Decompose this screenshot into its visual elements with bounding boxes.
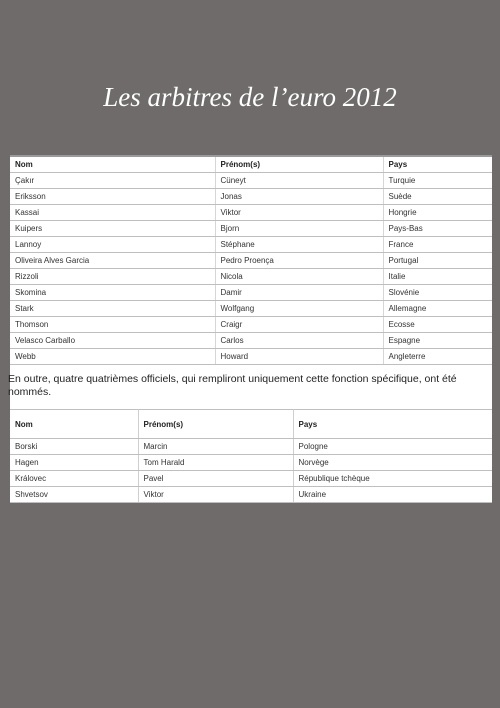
table-row xyxy=(10,285,492,301)
cell-prenom: Viktor xyxy=(215,205,383,221)
table-row xyxy=(10,455,492,471)
cell-nom: Rizzoli xyxy=(10,269,215,285)
cell-nom: Kuipers xyxy=(10,221,215,237)
referees-table xyxy=(10,155,492,365)
cell-pays: Pologne xyxy=(293,439,492,455)
column-header-prenom: Prénom(s) xyxy=(215,156,383,173)
column-header-nom: Nom xyxy=(10,410,138,439)
cell-prenom: Craigr xyxy=(215,317,383,333)
cell-nom: Skomina xyxy=(10,285,215,301)
table-row xyxy=(10,189,492,205)
table-row xyxy=(10,471,492,487)
cell-prenom: Viktor xyxy=(138,487,293,503)
content-panel xyxy=(10,155,492,503)
cell-nom: Thomson xyxy=(10,317,215,333)
fourth-officials-table xyxy=(10,409,492,503)
cell-prenom: Damir xyxy=(215,285,383,301)
table-row xyxy=(10,317,492,333)
cell-prenom: Cüneyt xyxy=(215,173,383,189)
cell-nom: Oliveira Alves Garcia xyxy=(10,253,215,269)
cell-pays: Hongrie xyxy=(383,205,492,221)
cell-prenom: Tom Harald xyxy=(138,455,293,471)
cell-pays: Ukraine xyxy=(293,487,492,503)
table-row xyxy=(10,349,492,365)
table-row xyxy=(10,173,492,189)
cell-prenom: Marcin xyxy=(138,439,293,455)
cell-nom: Hagen xyxy=(10,455,138,471)
cell-pays: Espagne xyxy=(383,333,492,349)
cell-pays: République tchèque xyxy=(293,471,492,487)
cell-pays: Pays-Bas xyxy=(383,221,492,237)
cell-nom: Lannoy xyxy=(10,237,215,253)
cell-prenom: Howard xyxy=(215,349,383,365)
cell-prenom: Wolfgang xyxy=(215,301,383,317)
table-row xyxy=(10,253,492,269)
cell-prenom: Carlos xyxy=(215,333,383,349)
table-row xyxy=(10,439,492,455)
column-header-pays: Pays xyxy=(383,156,492,173)
table-header-row xyxy=(10,410,492,439)
column-header-nom: Nom xyxy=(10,156,215,173)
cell-prenom: Stéphane xyxy=(215,237,383,253)
table-row xyxy=(10,221,492,237)
cell-pays: Suède xyxy=(383,189,492,205)
table-header-row xyxy=(10,156,492,173)
table-row xyxy=(10,487,492,503)
page-title: Les arbitres de l’euro 2012 xyxy=(103,82,397,112)
table-row xyxy=(10,333,492,349)
intro-paragraph: En outre, quatre quatrièmes officiels, qui rempliront uniquement cette fonction spécifique, ont été nommés. xyxy=(8,373,457,398)
cell-pays: Turquie xyxy=(383,173,492,189)
cell-nom: Eriksson xyxy=(10,189,215,205)
cell-prenom: Jonas xyxy=(215,189,383,205)
cell-pays: France xyxy=(383,237,492,253)
column-header-prenom: Prénom(s) xyxy=(138,410,293,439)
table-row xyxy=(10,301,492,317)
cell-pays: Norvège xyxy=(293,455,492,471)
cell-prenom: Pavel xyxy=(138,471,293,487)
cell-pays: Allemagne xyxy=(383,301,492,317)
cell-nom: Çakır xyxy=(10,173,215,189)
cell-prenom: Pedro Proença xyxy=(215,253,383,269)
table-row xyxy=(10,205,492,221)
cell-nom: Webb xyxy=(10,349,215,365)
cell-nom: Kassai xyxy=(10,205,215,221)
cell-nom: Velasco Carballo xyxy=(10,333,215,349)
cell-prenom: Bjorn xyxy=(215,221,383,237)
table-row xyxy=(10,237,492,253)
cell-nom: Borski xyxy=(10,439,138,455)
cell-pays: Italie xyxy=(383,269,492,285)
cell-pays: Slovénie xyxy=(383,285,492,301)
cell-pays: Angleterre xyxy=(383,349,492,365)
cell-pays: Ecosse xyxy=(383,317,492,333)
cell-prenom: Nicola xyxy=(215,269,383,285)
cell-nom: Stark xyxy=(10,301,215,317)
cell-nom: Shvetsov xyxy=(10,487,138,503)
column-header-pays: Pays xyxy=(293,410,492,439)
cell-pays: Portugal xyxy=(383,253,492,269)
table-row xyxy=(10,269,492,285)
cell-nom: Královec xyxy=(10,471,138,487)
